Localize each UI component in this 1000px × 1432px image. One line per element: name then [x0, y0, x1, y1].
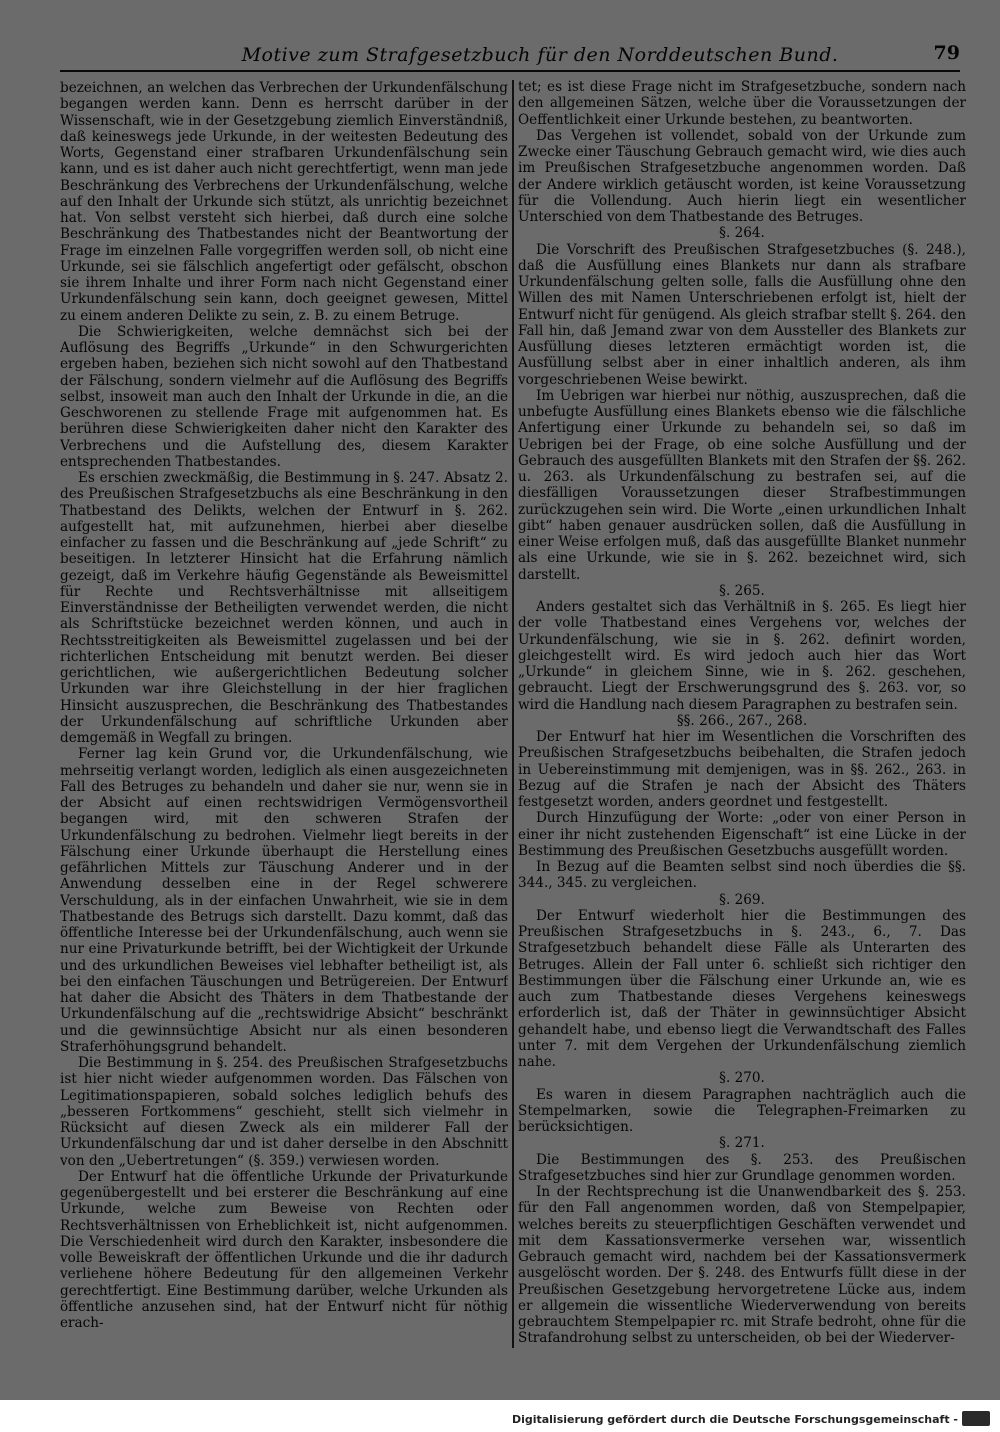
paragraph: In der Rechtsprechung ist die Unanwendbarkeit des §. 253. für den Fall angenommen worden, daß von Stempelpapier, welches bereits zu steuerpflichtigen Geschäften verwendet und mit dem Kassationsvermerke versehen war, wissentlich Gebrauch gemacht wird, nachdem bei der Kassationsvermerk ausgelöscht worden. Der §. 248. des Entwurfs füllt diese in der Preußischen Gesetzgebung hervorgetretene Lücke aus, indem er allgemein die wissentliche Wiederverwendung von bereits gebrauchtem Stempelpapier rc. mit Strafe bedroht, ohne für die Strafandrohung selbst zu unterscheiden, ob bei der Wiederver-	[518, 1184, 966, 1347]
right-column	[518, 79, 966, 1349]
paragraph: bezeichnen, an welchen das Verbrechen der Urkundenfälschung begangen werden kann. Denn es herrscht darüber in der Wissenschaft, wie in der Gesetzgebung ziemlich Einverständniß, daß keineswegs jede Urkunde, in der weitesten Bedeutung des Worts, Gegenstand einer strafbaren Urkundenfälschung sein kann, und es ist daher auch nicht gerechtfertigt, wenn man jede Beschränkung des Verbrechens der Urkundenfälschung, welche auf den Inhalt der Urkunde sich stützt, als unrichtig bezeichnet hat. Von selbst versteht sich hierbei, daß durch eine solche Beschränkung des Thatbestandes nicht der Beantwortung der Frage im einzelnen Falle vorgegriffen werden soll, ob nicht eine Urkunde, sei sie fälschlich angefertigt oder gefälscht, obschon sie ihrem Inhalte und ihrer Form nach nicht Gegenstand einer Urkundenfälschung sein kann, doch geeignet gewesen, Mittel zu einem anderen Delikte zu sein, z. B. zu einem Betruge.	[60, 80, 508, 324]
paragraph: Es waren in diesem Paragraphen nachträglich auch die Stempelmarken, sowie die Telegraphen-Freimarken zu berücksichtigen.	[518, 1086, 966, 1135]
section-heading: §. 264.	[719, 225, 765, 242]
column-divider	[512, 80, 514, 1348]
section-heading: §§. 266., 267., 268.	[676, 712, 808, 729]
page-title: Motive zum Strafgesetzbuch für den Norddeutschen Bund.	[241, 44, 839, 66]
running-head	[60, 44, 960, 72]
section-heading: §. 269.	[719, 891, 765, 908]
section-heading: §. 270.	[719, 1070, 765, 1087]
paragraph: Der Entwurf hat die öffentliche Urkunde der Privaturkunde gegenübergestellt und bei ersterer die Beschränkung auf eine Urkunde, welche zum Beweise von Rechten oder Rechtsverhältnissen von Erheblichkeit ist, nicht aufgenommen. Die Verschiedenheit wird durch den Karakter, insbesondere die volle Beweiskraft der öffentlichen Urkunde und die ihr dadurch verliehene höhere Bedeutung für den allgemeinen Verkehr gerechtfertigt. Eine Bestimmung darüber, welche Urkunden als öffentliche anzusehen sind, hat der Entwurf nicht für nöthig erach-	[60, 1168, 508, 1331]
paragraph: Der Entwurf hat hier im Wesentlichen die Vorschriften des Preußischen Strafgesetzbuchs beibehalten, die Strafen jedoch in Uebereinstimmung mit demjenigen, was in §§. 262., 263. in Bezug auf die Strafen je nach der Absicht des Thäters festgesetzt worden, anders geordnet und festgestellt.	[518, 729, 966, 810]
section-heading: §. 265.	[719, 582, 765, 599]
paragraph: Es erschien zweckmäßig, die Bestimmung in §. 247. Absatz 2. des Preußischen Strafgesetzbuchs als eine Beschränkung in den Thatbestand des Delikts, welchen der Entwurf in §. 262. aufgestellt hat, mit aufzunehmen, hierbei aber dieselbe einfacher zu fassen und die Beschränkung auf „jede Schrift“ zu beseitigen. In letzterer Hinsicht hat die Erfahrung nämlich gezeigt, daß im Verkehre häufig Gegenstände als Beweismittel für Rechte und Rechtsverhältnisse mit allseitigem Einverständnisse der Betheiligten verwendet werden, die nicht als Schriftstücke bezeichnet werden können, und auch in Rechtsstreitigkeiten als Beweismittel zugelassen und bei der richterlichen Entscheidung mit benutzt werden. Bei dieser gerichtlichen, wie außergerichtlichen Bedeutung solcher Urkunden war ihre Gleichstellung in der hier fraglichen Hinsicht auszusprechen, die Beschränkung des Thatbestandes der Urkundenfälschung auf schriftliche Urkunden aber demgemäß in Wegfall zu bringen.	[60, 470, 508, 746]
section-heading: §. 271.	[719, 1135, 765, 1152]
dfg-logo	[962, 1411, 990, 1426]
paragraph: Anders gestaltet sich das Verhältniß in §. 265. Es liegt hier der volle Thatbestand eines Vergehens vor, welches der Urkundenfälschung, wie sie in §. 262. definirt worden, gleichgestellt wird. Es wird jedoch auch hier das Wort „Urkunde“ in gleichem Sinne, wie in §. 262. geschehen, gebraucht. Liegt der Erschwerungsgrund des §. 263. vor, so wird die Handlung nach diesem Paragraphen zu bestrafen sein.	[518, 599, 966, 713]
paragraph: Die Schwierigkeiten, welche demnächst sich bei der Auflösung des Begriffs „Urkunde“ in den Schwurgerichten ergeben haben, beziehen sich nicht sowohl auf den Thatbestand der Fälschung, sondern vielmehr auf die Auflösung des Begriffs selbst, insoweit man auch den Inhalt der Urkunde in die, an die Geschworenen zu stellende Frage mit aufgenommen hat. Es berühren diese Schwierigkeiten daher nicht den Karakter des Verbrechens und die Aufstellung des, diesem Karakter entsprechenden Thatbestandes.	[60, 323, 508, 470]
paragraph: Ferner lag kein Grund vor, die Urkundenfälschung, wie mehrseitig verlangt worden, lediglich als einen ausgezeichneten Fall des Betruges zu behandeln und daher sie nur, wenn sie in der Absicht auf einen rechtswidrigen Vermögensvortheil begangen wird, mit den schweren Strafen der Urkundenfälschung zu bedrohen. Vielmehr liegt bereits in der Fälschung einer Urkunde überhaupt die Herstellung eines gefährlichen Mittels zur Täuschung Anderer und in der Anwendung desselben eine in der Regel schwerere Verschuldung, als in der einfachen Unwahrheit, wie sie in dem Thatbestande des Betrugs sich darstellt. Dazu kommt, daß das öffentliche Interesse bei der Urkundenfälschung, auch wenn sie nur eine Privaturkunde betrifft, bei der Wichtigkeit der Urkunde und des urkundlichen Beweises viel lebhafter betheiligt ist, als bei den einfachen Täuschungen und Betrügereien. Der Entwurf hat daher die Absicht des Thäters in dem Thatbestande der Urkundenfälschung auf die „rechtswidrige Absicht“ beschränkt und die gewinnsüchtige Absicht nur als einen besonderen Straferhöhungsgrund behandelt.	[60, 746, 508, 1055]
paragraph: Die Vorschrift des Preußischen Strafgesetzbuches (§. 248.), daß die Ausfüllung eines Blankets nur dann als strafbare Urkundenfälschung gelten solle, falls die Ausfüllung ohne den Willen des mit Namen Unterschriebenen erfolgt ist, hielt der Entwurf nicht für genügend. Als gleich strafbar stellt §. 264. den Fall hin, daß Jemand zwar von dem Aussteller des Blankets zur Ausfüllung dieses letzteren ermächtigt worden ist, die Ausfüllung selbst aber in einer inhaltlich anderen, als ihm vorgeschriebenen Weise bewirkt.	[518, 241, 966, 388]
paragraph: Durch Hinzufügung der Worte: „oder von einer Person in einer ihr nicht zustehenden Eigenschaft“ ist eine Lücke in der Bestimmung des Preußischen Gesetzbuchs ausgefüllt worden.	[518, 810, 966, 859]
footer	[0, 1408, 1000, 1432]
paragraph: Die Bestimmungen des §. 253. des Preußischen Strafgesetzbuches sind hier zur Grundlage genommen worden.	[518, 1151, 966, 1184]
paragraph: Das Vergehen ist vollendet, sobald von der Urkunde zum Zwecke einer Täuschung Gebrauch gemacht wird, wie dies auch im Preußischen Strafgesetzbuche angenommen worden. Daß der Andere wirklich getäuscht worden, ist keine Voraussetzung für die Vollendung. Auch hierin liegt ein wesentlicher Unterschied von dem Thatbestande des Betruges.	[518, 127, 966, 225]
left-column	[60, 80, 508, 1350]
paragraph: tet; es ist diese Frage nicht im Strafgesetzbuche, sondern nach den allgemeinen Sätzen, welche über die Voraussetzungen der Oeffentlichkeit einer Urkunde bestehen, zu beantworten.	[518, 79, 966, 128]
paragraph: Die Bestimmung in §. 254. des Preußischen Strafgesetzbuchs ist hier nicht wieder aufgenommen worden. Das Fälschen von Legitimationspapieren, sobald solches lediglich behufs des „besseren Fortkommens“ geschieht, stellt sich vielmehr in Rücksicht auf diesen Zweck als ein milderer Fall der Urkundenfälschung dar und ist daher derselbe in den Abschnitt von den „Uebertretungen“ (§. 359.) verwiesen worden.	[60, 1055, 508, 1169]
page-number: 79	[933, 42, 960, 64]
paragraph: Der Entwurf wiederholt hier die Bestimmungen des Preußischen Strafgesetzbuchs in §. 243., 6., 7. Das Strafgesetzbuch behandelt diese Fälle als Unterarten des Betruges. Allein der Fall unter 6. schließt sich richtiger den Bestimmungen über die Fälschung einer Urkunde an, wie es auch zum Thatbestande dieses Vergehens keineswegs erforderlich ist, daß der Thäter in gewinnsüchtiger Absicht gehandelt habe, und ebenso liegt die Verwandtschaft des Falles unter 7. mit dem Vergehen der Urkundenfälschung ziemlich nahe.	[518, 907, 966, 1070]
funding-note: Digitalisierung gefördert durch die Deutsche Forschungsgemeinschaft -	[511, 1413, 958, 1426]
paragraph: Im Uebrigen war hierbei nur nöthig, auszusprechen, daß die unbefugte Ausfüllung eines Blankets ebenso wie die fälschliche Anfertigung einer Urkunde zu behandeln sei, so daß im Uebrigen bei der Frage, ob eine solche Ausfüllung und der Gebrauch des ausgefüllten Blankets mit den Strafen der §§. 262. u. 263. als Urkundenfälschung zu bestrafen sei, auf die diesfälligen Voraussetzungen dieser Strafbestimmungen zurückzugehen sein wird. Die Worte „einen urkundlichen Inhalt gibt“ haben genauer ausdrücken sollen, daß die Ausfüllung in einer Weise erfolgen muß, daß das ausgefüllte Blanket nunmehr als eine Urkunde, wie sie in §. 262. bezeichnet wird, sich darstellt.	[518, 387, 966, 583]
paragraph: In Bezug auf die Beamten selbst sind noch überdies die §§. 344., 345. zu vergleichen.	[518, 859, 966, 892]
